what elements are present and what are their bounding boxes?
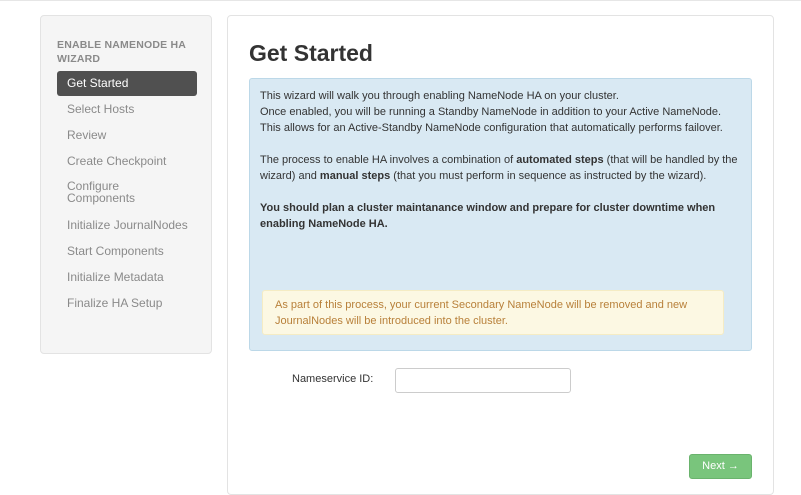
step-review[interactable]: Review <box>67 128 107 142</box>
maintenance-notice: You should plan a cluster maintanance window and prepare for cluster downtime when enabling NameNode HA. <box>260 202 716 230</box>
wizard-steps <box>57 71 197 316</box>
wizard-sidebar <box>40 15 212 354</box>
page-title: Get Started <box>249 40 373 66</box>
info-line-3: This allows for an Active-Standby NameNode configuration that automatically performs failover. <box>260 122 723 134</box>
info-line-1: This wizard will walk you through enabling NameNode HA on your cluster. <box>260 90 619 102</box>
step-initialize-journalnodes[interactable]: Initialize JournalNodes <box>67 218 188 232</box>
step-select-hosts[interactable]: Select Hosts <box>67 102 135 116</box>
process-manual: manual steps <box>319 170 391 182</box>
nameservice-input[interactable] <box>395 368 571 393</box>
step-configure-components-line2: Components <box>67 191 136 205</box>
step-finalize-ha-setup[interactable]: Finalize HA Setup <box>67 296 163 310</box>
process-suffix: (that you must perform in sequence as instructed by the wizard). <box>390 170 707 182</box>
step-get-started[interactable]: Get Started <box>57 71 197 96</box>
info-line-2: Once enabled, you will be running a Standby NameNode in addition to your Active NameNode. <box>260 106 722 118</box>
nameservice-label: Nameservice ID: <box>292 373 374 385</box>
info-process <box>260 152 741 184</box>
sidebar-title: ENABLE NAMENODE HA WIZARD <box>57 39 186 65</box>
process-automated: automated steps <box>516 154 604 166</box>
wizard-content <box>227 15 774 495</box>
warning-alert: As part of this process, your current Secondary NameNode will be removed and new JournalNodes will be introduced into the cluster. <box>262 290 724 335</box>
process-prefix: The process to enable HA involves a combination of <box>260 154 517 166</box>
step-start-components[interactable]: Start Components <box>67 244 164 258</box>
process-middle: (that will be handled by the wizard) and <box>260 154 738 182</box>
step-create-checkpoint[interactable]: Create Checkpoint <box>67 154 167 168</box>
top-divider <box>0 0 801 1</box>
step-initialize-metadata[interactable]: Initialize Metadata <box>67 270 164 284</box>
step-configure-components[interactable] <box>57 174 197 212</box>
step-configure-components-line1: Configure <box>67 179 120 193</box>
next-button[interactable]: Next → <box>689 454 752 479</box>
info-alert <box>249 78 752 351</box>
